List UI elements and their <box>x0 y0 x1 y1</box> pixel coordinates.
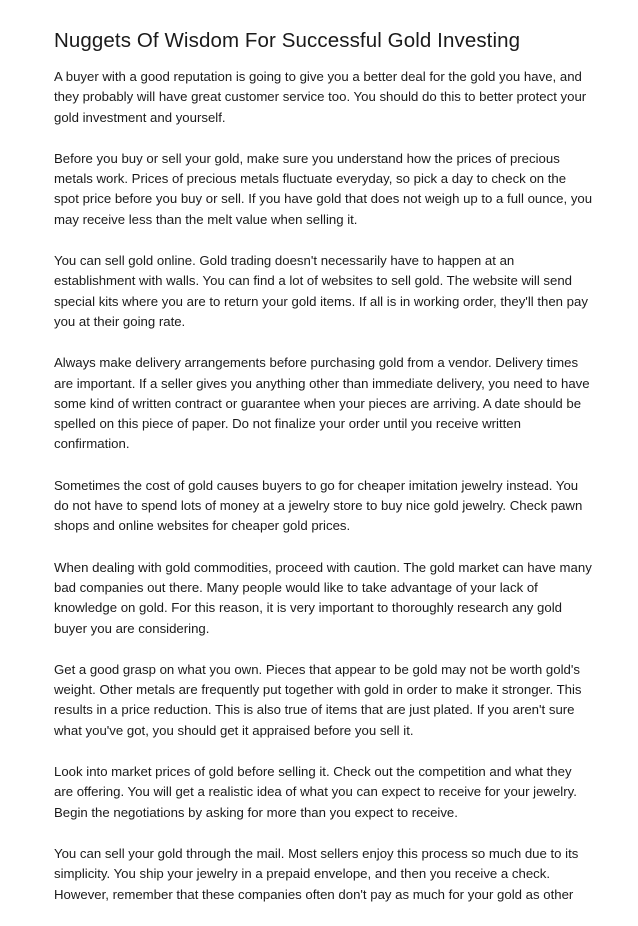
paragraph-1: A buyer with a good reputation is going to give you a better deal for the gold you have, and they probably will have great customer service too. You should do this to better protect your gold investment and yourself. <box>54 69 587 125</box>
document-page <box>54 28 594 926</box>
paragraph-3: You can sell gold online. Gold trading doesn't necessarily have to happen at an establishment with walls. You can find a lot of websites to sell gold. The website will send special kits where you are to return your gold items. If all is in working order, they'll then pay you at their going rate. <box>54 253 588 329</box>
paragraph-8: Look into market prices of gold before selling it. Check out the competition and what they are offering. You will get a realistic idea of what you can expect to receive for your jewelry. Begin the negotiations by asking for more than you expect to receive. <box>54 764 577 820</box>
paragraph-7: Get a good grasp on what you own. Pieces that appear to be gold may not be worth gold's weight. Other metals are frequently put together with gold in order to make it stronger. This results in a price reduction. This is also true of items that are just plated. If you aren't sure what you've got, you should get it appraised before you sell it. <box>54 661 582 738</box>
paragraph-9: You can sell your gold through the mail. Most sellers enjoy this process so much due to its simplicity. You ship your jewelry in a prepaid envelope, and then you receive a check. However, remember that these companies often don't pay as much for your gold as other <box>54 845 579 902</box>
paragraph-2: Before you buy or sell your gold, make sure you understand how the prices of precious metals work. Prices of precious metals fluctuate everyday, so pick a day to check on the spot price before you buy or sell. If you have gold that does not weigh up to a full ounce, you may receive less than the melt value when selling it. <box>54 150 593 227</box>
paragraph-6: When dealing with gold commodities, proceed with caution. The gold market can have many bad companies out there. Many people would like to take advantage of your lack of knowledge on gold. For this reason, it is very important to thoroughly research any gold buyer you are considering. <box>54 559 592 636</box>
document-title: Nuggets Of Wisdom For Successful Gold Investing <box>54 29 521 52</box>
paragraph-4: Always make delivery arrangements before purchasing gold from a vendor. Delivery times are important. If a seller gives you anything other than immediate delivery, you need to have some kind of written contract or guarantee when your pieces are arriving. A date should be spelled on this piece of paper. Do not finalize your order until you receive written confirmation. <box>54 355 590 452</box>
paragraph-5: Sometimes the cost of gold causes buyers to go for cheaper imitation jewelry instead. You do not have to spend lots of money at a jewelry store to buy nice gold jewelry. Check pawn shops and online websites for cheaper gold prices. <box>54 477 583 534</box>
